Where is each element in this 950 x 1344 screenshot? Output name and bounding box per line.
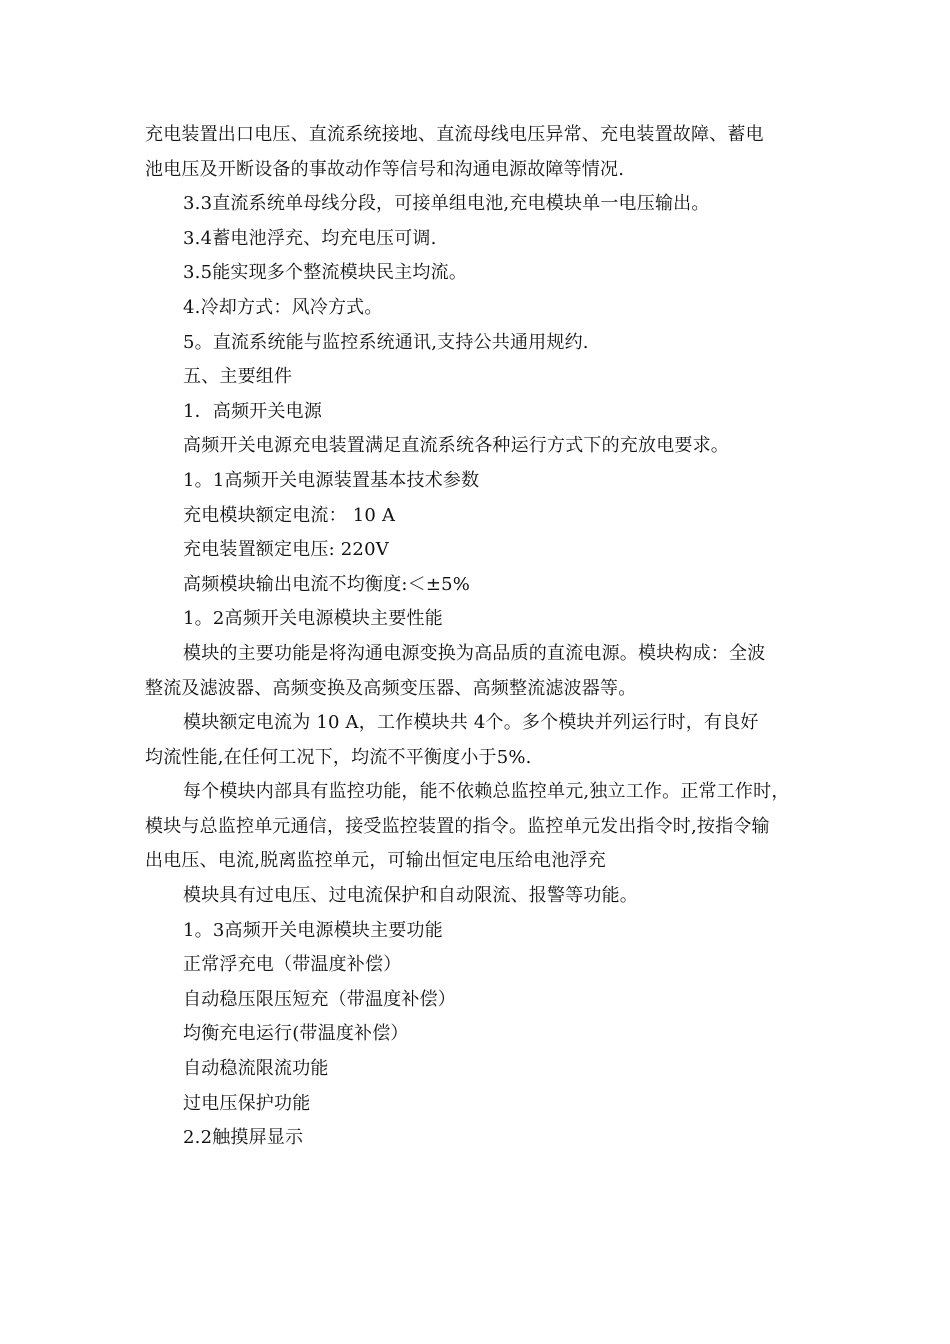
text-line: 模块的主要功能是将沟通电源变换为高品质的直流电源。模块构成：全波	[183, 642, 766, 664]
subsection-heading: 1。2高频开关电源模块主要性能	[183, 608, 443, 630]
function-item: 均衡充电运行(带温度补偿）	[183, 1023, 409, 1045]
text-line: 3.5能实现多个整流模块民主均流。	[183, 262, 468, 284]
text-line: 3.4蓄电池浮充、均充电压可调.	[183, 227, 437, 249]
text-line: 模块额定电流为 10 A，工作模块共 4个。多个模块并列运行时，有良好	[183, 712, 759, 734]
text-line: 模块与总监控单元通信，接受监控装置的指令。监控单元发出指令时,按指令输	[145, 815, 770, 837]
function-item: 自动稳压限压短充（带温度补偿）	[183, 988, 456, 1010]
parameter-line: 充电模块额定电流： 10 A	[183, 504, 396, 526]
text-line: 3.3直流系统单母线分段，可接单组电池,充电模块单一电压输出。	[183, 193, 710, 215]
subsection-heading: 2.2触摸屏显示	[183, 1127, 304, 1149]
parameter-line: 充电装置额定电压: 220V	[183, 539, 389, 561]
subsection-heading: 1。3高频开关电源模块主要功能	[183, 919, 443, 941]
text-line: 5。直流系统能与监控系统通讯,支持公共通用规约.	[183, 331, 589, 353]
text-line: 4.冷却方式：风冷方式。	[183, 296, 383, 318]
text-line: 高频开关电源充电装置满足直流系统各种运行方式下的充放电要求。	[183, 435, 729, 457]
text-line: 模块具有过电压、过电流保护和自动限流、报警等功能。	[183, 885, 638, 907]
subsection-heading: 1。1高频开关电源装置基本技术参数	[183, 469, 480, 491]
text-line: 池电压及开断设备的事故动作等信号和沟通电源故障等情况.	[145, 158, 625, 180]
subsection-heading: 1．高频开关电源	[183, 400, 323, 422]
text-line: 均流性能,在任何工况下，均流不平衡度小于5%.	[145, 746, 532, 768]
function-item: 自动稳流限流功能	[183, 1058, 329, 1080]
text-line: 出电压、电流,脱离监控单元，可输出恒定电压给电池浮充	[145, 850, 606, 872]
parameter-line: 高频模块输出电流不均衡度:＜±5%	[183, 573, 471, 595]
section-heading: 五、主要组件	[183, 366, 293, 388]
text-line: 充电装置出口电压、直流系统接地、直流母线电压异常、充电装置故障、蓄电	[145, 124, 764, 145]
text-line: 每个模块内部具有监控功能，能不依赖总监控单元,独立工作。正常工作时，	[183, 781, 790, 803]
function-item: 过电压保护功能	[183, 1092, 311, 1114]
function-item: 正常浮充电（带温度补偿）	[183, 954, 402, 976]
text-line: 整流及滤波器、高频变换及高频变压器、高频整流滤波器等。	[145, 677, 637, 699]
document-body	[145, 118, 825, 1156]
